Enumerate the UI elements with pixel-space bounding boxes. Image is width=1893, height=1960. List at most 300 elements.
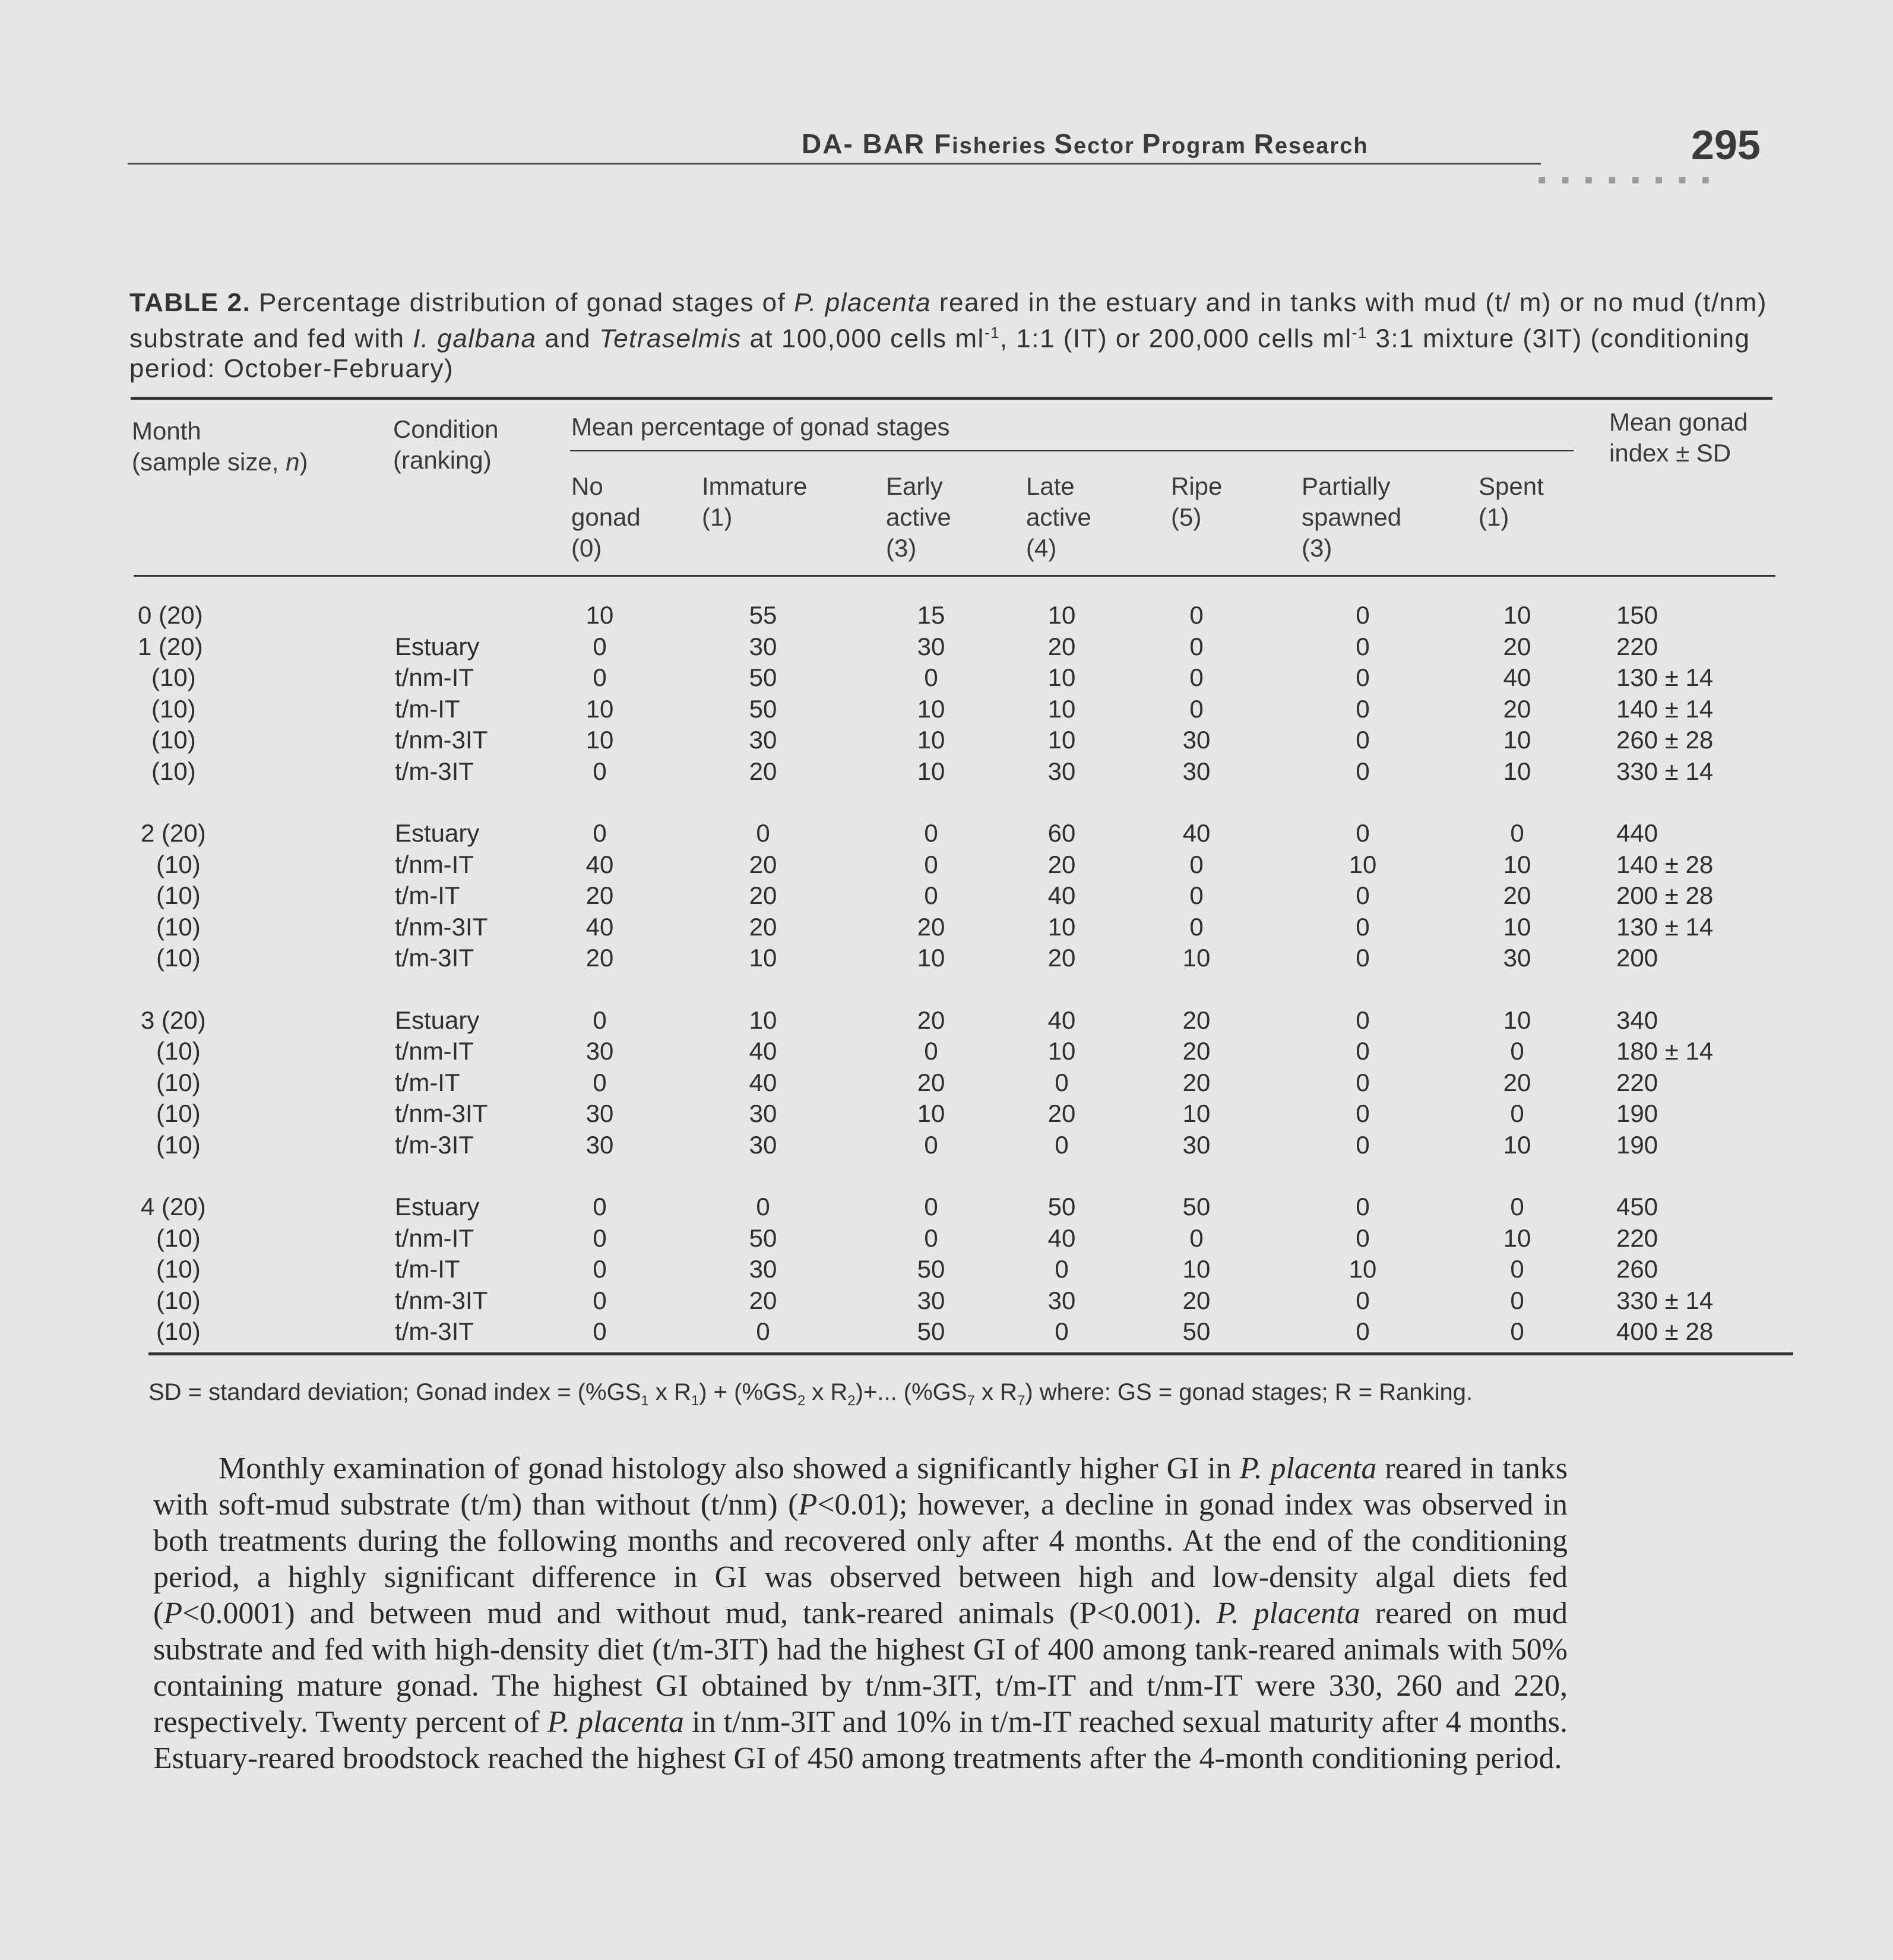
cell-stage-4: 0 — [1189, 912, 1204, 941]
cell-stage-4: 20 — [1182, 1006, 1211, 1034]
stage-header-line: active — [1026, 503, 1091, 531]
cell-stage-5: 10 — [1348, 1255, 1377, 1283]
cell-month: (10) — [156, 912, 201, 941]
cell-stage-1: 0 — [756, 1193, 770, 1221]
cell-stage-6: 20 — [1503, 1068, 1531, 1096]
caption-text: and — [536, 324, 599, 353]
cell-stage-2: 10 — [917, 694, 945, 723]
cell-gonad-index: 330 ± 14 — [1616, 1286, 1714, 1314]
cell-stage-1: 40 — [749, 1037, 777, 1065]
species-name: P. placenta — [1216, 1597, 1360, 1630]
stage-header-1 — [702, 471, 807, 564]
cell-stage-0: 0 — [593, 757, 607, 785]
page-number: 295 — [1691, 122, 1761, 168]
cell-month: (10) — [156, 1317, 201, 1345]
cell-month: (10) — [151, 694, 196, 723]
cell-stage-4: 10 — [1182, 944, 1211, 972]
cell-stage-1: 20 — [749, 757, 777, 785]
cell-stage-0: 30 — [585, 1037, 614, 1065]
cell-stage-4: 20 — [1182, 1068, 1211, 1096]
cell-stage-0: 0 — [593, 819, 607, 847]
header-month-line — [132, 447, 308, 478]
stage-header-line — [702, 533, 807, 564]
cell-stage-4: 0 — [1189, 881, 1204, 909]
stage-header-line: Early — [886, 472, 943, 500]
cell-stage-2: 0 — [924, 850, 938, 878]
cell-stage-3: 30 — [1047, 1286, 1076, 1314]
stage-header-5 — [1302, 471, 1401, 564]
stage-header-6 — [1479, 471, 1544, 564]
caption-text: , 1:1 (IT) or 200,000 cells ml — [999, 324, 1352, 353]
cell-stage-5: 0 — [1356, 1068, 1370, 1096]
header-month-line: Month — [132, 417, 201, 445]
cell-condition: t/nm-IT — [395, 1224, 474, 1252]
cell-gonad-index: 260 — [1616, 1255, 1658, 1283]
cell-condition: Estuary — [395, 1193, 480, 1221]
footnote-text: ) where: GS = gonad stages; R = Ranking. — [1025, 1379, 1473, 1405]
cell-month: (10) — [151, 726, 196, 754]
cell-stage-2: 10 — [917, 944, 945, 972]
cell-stage-5: 0 — [1356, 912, 1370, 941]
cell-stage-1: 10 — [749, 1006, 777, 1034]
cell-stage-6: 10 — [1503, 850, 1531, 878]
cell-gonad-index: 340 — [1616, 1006, 1658, 1034]
cell-month: (10) — [156, 850, 201, 878]
cell-stage-3: 0 — [1055, 1317, 1069, 1345]
stage-header-line: (0) — [571, 534, 602, 562]
cell-stage-0: 30 — [585, 1130, 614, 1159]
cell-stage-5: 0 — [1356, 1130, 1370, 1159]
subscript: 7 — [967, 1393, 975, 1409]
cell-stage-6: 10 — [1503, 757, 1531, 785]
cell-stage-1: 55 — [749, 601, 777, 629]
cell-stage-6: 10 — [1503, 1130, 1531, 1159]
cell-stage-2: 10 — [917, 1099, 945, 1127]
running-head-part: F — [933, 128, 952, 159]
cell-stage-3: 0 — [1055, 1255, 1069, 1283]
cell-month: (10) — [151, 663, 196, 691]
stage-header-line: Immature — [702, 472, 808, 500]
cell-gonad-index: 400 ± 28 — [1616, 1317, 1714, 1345]
header-month-text: ) — [299, 448, 308, 476]
superscript: -1 — [1351, 324, 1367, 342]
cell-stage-3: 50 — [1047, 1193, 1076, 1221]
stage-header-line — [1171, 533, 1222, 564]
cell-stage-2: 0 — [924, 881, 938, 909]
running-head — [802, 128, 1538, 160]
header-rule — [128, 163, 1541, 165]
subscript: 1 — [641, 1393, 649, 1409]
cell-month: (10) — [156, 1099, 201, 1127]
cell-condition: Estuary — [395, 819, 480, 847]
cell-month: (10) — [156, 1224, 201, 1252]
cell-stage-2: 50 — [917, 1317, 945, 1345]
cell-gonad-index: 140 ± 28 — [1616, 850, 1714, 878]
species-name: P. placenta — [547, 1705, 685, 1739]
cell-stage-0: 10 — [585, 694, 614, 723]
cell-stage-5: 0 — [1356, 757, 1370, 785]
running-head-part: esearch — [1274, 134, 1369, 159]
header-gi-line: index ± SD — [1609, 439, 1731, 467]
cell-stage-0: 0 — [593, 632, 607, 660]
header-decoration: ■ ■ ■ ■ ■ ■ ■ ■ — [1538, 172, 1716, 187]
cell-stage-2: 30 — [917, 1286, 945, 1314]
cell-stage-3: 10 — [1047, 912, 1076, 941]
stage-header-line: (5) — [1171, 503, 1202, 531]
cell-month: 1 (20) — [138, 632, 203, 660]
cell-condition: t/m-3IT — [395, 1317, 474, 1345]
cell-stage-2: 0 — [924, 819, 938, 847]
cell-stage-0: 20 — [585, 944, 614, 972]
species-name: P. placenta — [1239, 1452, 1377, 1485]
cell-stage-2: 50 — [917, 1255, 945, 1283]
cell-stage-1: 50 — [749, 663, 777, 691]
cell-stage-1: 50 — [749, 694, 777, 723]
cell-stage-0: 0 — [593, 1193, 607, 1221]
cell-stage-3: 10 — [1047, 726, 1076, 754]
cell-stage-3: 60 — [1047, 819, 1076, 847]
cell-gonad-index: 200 — [1616, 944, 1658, 972]
superscript: -1 — [984, 324, 1000, 342]
cell-stage-4: 0 — [1189, 850, 1204, 878]
stage-header-line — [1479, 533, 1544, 564]
cell-stage-4: 0 — [1189, 601, 1204, 629]
subscript: 2 — [797, 1393, 806, 1409]
paragraph — [153, 1450, 1568, 1776]
cell-stage-3: 10 — [1047, 663, 1076, 691]
cell-stage-6: 10 — [1503, 601, 1531, 629]
cell-condition: Estuary — [395, 632, 480, 660]
cell-stage-0: 0 — [593, 663, 607, 691]
footnote-text: x R — [648, 1379, 691, 1405]
cell-stage-1: 20 — [749, 850, 777, 878]
header-bottom-rule — [134, 575, 1775, 577]
cell-gonad-index: 140 ± 14 — [1616, 694, 1714, 723]
cell-stage-4: 30 — [1182, 726, 1211, 754]
cell-stage-5: 0 — [1356, 881, 1370, 909]
cell-stage-2: 20 — [917, 912, 945, 941]
cell-stage-4: 0 — [1189, 663, 1204, 691]
body-text: reared in tanks with soft-mud substrate (t/m) than without (t/nm) ( — [153, 1452, 1568, 1522]
cell-stage-4: 20 — [1182, 1037, 1211, 1065]
cell-stage-5: 0 — [1356, 1037, 1370, 1065]
cell-stage-5: 0 — [1356, 632, 1370, 660]
cell-condition: t/m-IT — [395, 881, 460, 909]
header-gi-line: Mean gonad — [1609, 408, 1748, 436]
subscript: 1 — [691, 1393, 699, 1409]
cell-stage-4: 30 — [1182, 1130, 1211, 1159]
cell-stage-2: 15 — [917, 601, 945, 629]
cell-gonad-index: 220 — [1616, 632, 1658, 660]
stage-header-line: (3) — [886, 534, 917, 562]
running-head-part: isheries — [952, 134, 1055, 159]
header-month — [132, 416, 308, 478]
cell-stage-5: 0 — [1356, 694, 1370, 723]
cell-stage-4: 30 — [1182, 757, 1211, 785]
cell-stage-5: 0 — [1356, 1193, 1370, 1221]
header-month-n: n — [286, 448, 300, 476]
cell-month: 3 (20) — [141, 1006, 206, 1034]
cell-gonad-index: 450 — [1616, 1193, 1658, 1221]
species-name: P. placenta — [794, 288, 932, 317]
cell-stage-3: 40 — [1047, 1224, 1076, 1252]
body-text: Monthly examination of gonad histology also showed a significantly higher GI in — [219, 1452, 1240, 1485]
footnote-text: ) + (%GS — [699, 1379, 797, 1405]
running-head-part: ector — [1074, 134, 1142, 159]
stage-header-line: Partially — [1302, 472, 1391, 500]
cell-stage-2: 10 — [917, 726, 945, 754]
cell-gonad-index: 130 ± 14 — [1616, 912, 1714, 941]
header-condition-line: Condition — [393, 415, 499, 443]
cell-month: (10) — [156, 1286, 201, 1314]
cell-stage-0: 40 — [585, 912, 614, 941]
cell-stage-6: 30 — [1503, 944, 1531, 972]
cell-gonad-index: 150 — [1616, 601, 1658, 629]
header-gonad-index — [1609, 407, 1748, 469]
cell-month: 4 (20) — [141, 1193, 206, 1221]
cell-stage-6: 40 — [1503, 663, 1531, 691]
cell-condition: t/nm-IT — [395, 850, 474, 878]
cell-condition: t/m-3IT — [395, 944, 474, 972]
cell-stage-4: 0 — [1189, 694, 1204, 723]
cell-stage-4: 0 — [1189, 1224, 1204, 1252]
cell-stage-3: 0 — [1055, 1068, 1069, 1096]
cell-month: 0 (20) — [138, 601, 203, 629]
stage-header-line: gonad — [571, 503, 641, 531]
cell-stage-4: 20 — [1182, 1286, 1211, 1314]
cell-condition: t/nm-IT — [395, 663, 474, 691]
cell-stage-3: 10 — [1047, 1037, 1076, 1065]
cell-stage-6: 20 — [1503, 881, 1531, 909]
body-text: <0.0001) and between mud and without mud, tank-reared animals (P<0.001). — [182, 1597, 1217, 1630]
footnote-text: )+... (%GS — [855, 1379, 967, 1405]
cell-stage-1: 50 — [749, 1224, 777, 1252]
cell-stage-6: 20 — [1503, 632, 1531, 660]
cell-stage-5: 0 — [1356, 601, 1370, 629]
header-month-text: (sample size, — [132, 448, 286, 476]
cell-stage-2: 0 — [924, 1224, 938, 1252]
p-value-symbol: P — [798, 1488, 818, 1522]
cell-stage-3: 10 — [1047, 694, 1076, 723]
cell-stage-2: 20 — [917, 1068, 945, 1096]
running-head-prefix: DA- BAR — [802, 128, 934, 159]
header-stage-group: Mean percentage of gonad stages — [571, 413, 950, 441]
cell-stage-3: 40 — [1047, 1006, 1076, 1034]
cell-condition: t/nm-3IT — [395, 726, 488, 754]
species-name: I. galbana — [413, 324, 537, 353]
cell-stage-2: 0 — [924, 1193, 938, 1221]
cell-stage-2: 20 — [917, 1006, 945, 1034]
cell-stage-3: 20 — [1047, 632, 1076, 660]
cell-stage-2: 10 — [917, 757, 945, 785]
table-caption — [129, 288, 1774, 384]
cell-month: (10) — [151, 757, 196, 785]
caption-text: reared in the estuary and in tanks with mud (t/ m) or no mud (t/nm) substrate and fed with — [129, 288, 1767, 353]
stage-header-line: active — [886, 503, 951, 531]
cell-stage-4: 0 — [1189, 632, 1204, 660]
stage-header-line: Late — [1026, 472, 1075, 500]
cell-gonad-index: 440 — [1616, 819, 1658, 847]
cell-stage-3: 20 — [1047, 944, 1076, 972]
stage-header-2 — [886, 471, 951, 564]
running-head-part: S — [1054, 128, 1074, 159]
body-paragraph — [153, 1450, 1568, 1776]
cell-stage-2: 30 — [917, 632, 945, 660]
cell-stage-6: 20 — [1503, 694, 1531, 723]
subscript: 2 — [847, 1393, 856, 1409]
stage-header-line: (3) — [1302, 534, 1332, 562]
cell-stage-0: 40 — [585, 850, 614, 878]
p-value-symbol: P — [163, 1597, 183, 1630]
caption-text: Percentage distribution of gonad stages of — [251, 288, 794, 317]
running-head-part: R — [1253, 128, 1275, 159]
cell-stage-1: 30 — [749, 1099, 777, 1127]
stage-header-0 — [571, 471, 641, 564]
cell-stage-3: 10 — [1047, 601, 1076, 629]
cell-stage-4: 50 — [1182, 1193, 1211, 1221]
cell-stage-1: 20 — [749, 912, 777, 941]
cell-stage-6: 0 — [1510, 1286, 1524, 1314]
table-bottom-rule — [148, 1352, 1793, 1355]
cell-stage-6: 10 — [1503, 1006, 1531, 1034]
cell-stage-4: 10 — [1182, 1099, 1211, 1127]
cell-stage-1: 0 — [756, 1317, 770, 1345]
stage-header-4 — [1171, 471, 1222, 564]
stage-header-line: (4) — [1026, 534, 1057, 562]
cell-stage-0: 0 — [593, 1317, 607, 1345]
table-label: TABLE 2. — [129, 288, 251, 317]
cell-stage-4: 50 — [1182, 1317, 1211, 1345]
stage-header-3 — [1026, 471, 1091, 564]
cell-stage-0: 0 — [593, 1006, 607, 1034]
cell-stage-0: 20 — [585, 881, 614, 909]
cell-stage-6: 10 — [1503, 912, 1531, 941]
cell-stage-2: 0 — [924, 1130, 938, 1159]
footnote-text: SD = standard deviation; Gonad index = (%GS — [148, 1379, 641, 1405]
cell-stage-4: 40 — [1182, 819, 1211, 847]
cell-condition: t/nm-IT — [395, 1037, 474, 1065]
cell-stage-3: 30 — [1047, 757, 1076, 785]
cell-month: (10) — [156, 1255, 201, 1283]
cell-stage-0: 10 — [585, 601, 614, 629]
cell-stage-1: 30 — [749, 1255, 777, 1283]
cell-month: (10) — [156, 944, 201, 972]
cell-stage-1: 0 — [756, 819, 770, 847]
cell-condition: t/nm-3IT — [395, 1286, 488, 1314]
cell-month: (10) — [156, 881, 201, 909]
cell-month: (10) — [156, 1130, 201, 1159]
cell-stage-1: 20 — [749, 881, 777, 909]
cell-stage-6: 0 — [1510, 819, 1524, 847]
cell-stage-5: 0 — [1356, 726, 1370, 754]
cell-stage-5: 0 — [1356, 663, 1370, 691]
cell-gonad-index: 220 — [1616, 1224, 1658, 1252]
cell-condition: t/m-3IT — [395, 1130, 474, 1159]
cell-stage-2: 0 — [924, 1037, 938, 1065]
cell-condition: t/m-3IT — [395, 757, 474, 785]
stage-header-line: (1) — [702, 503, 733, 531]
cell-stage-5: 0 — [1356, 944, 1370, 972]
stage-header-line: Spent — [1479, 472, 1544, 500]
cell-stage-6: 0 — [1510, 1037, 1524, 1065]
subscript: 7 — [1017, 1393, 1025, 1409]
cell-stage-1: 30 — [749, 632, 777, 660]
stage-header-line: No — [571, 472, 603, 500]
cell-stage-0: 0 — [593, 1068, 607, 1096]
cell-gonad-index: 330 ± 14 — [1616, 757, 1714, 785]
cell-condition: t/nm-3IT — [395, 1099, 488, 1127]
table-footnote — [148, 1379, 1787, 1409]
cell-stage-5: 0 — [1356, 1099, 1370, 1127]
cell-stage-5: 10 — [1348, 850, 1377, 878]
cell-gonad-index: 220 — [1616, 1068, 1658, 1096]
cell-stage-0: 0 — [593, 1255, 607, 1283]
cell-gonad-index: 190 — [1616, 1099, 1658, 1127]
header-condition-line: (ranking) — [393, 446, 492, 474]
cell-stage-6: 0 — [1510, 1317, 1524, 1345]
cell-gonad-index: 260 ± 28 — [1616, 726, 1714, 754]
cell-gonad-index: 180 ± 14 — [1616, 1037, 1714, 1065]
cell-stage-6: 0 — [1510, 1255, 1524, 1283]
cell-condition: t/m-IT — [395, 694, 460, 723]
cell-stage-3: 40 — [1047, 881, 1076, 909]
species-name: Tetraselmis — [599, 324, 742, 353]
cell-stage-5: 0 — [1356, 1286, 1370, 1314]
footnote-text: x R — [974, 1379, 1017, 1405]
cell-stage-3: 0 — [1055, 1130, 1069, 1159]
group-header-rule — [570, 450, 1574, 451]
cell-stage-4: 10 — [1182, 1255, 1211, 1283]
cell-stage-3: 20 — [1047, 850, 1076, 878]
cell-stage-3: 20 — [1047, 1099, 1076, 1127]
cell-month: (10) — [156, 1068, 201, 1096]
running-head-part: rogram — [1161, 134, 1254, 159]
cell-stage-1: 20 — [749, 1286, 777, 1314]
table-top-rule — [131, 397, 1772, 400]
cell-gonad-index: 190 — [1616, 1130, 1658, 1159]
running-head-part: P — [1142, 128, 1162, 159]
cell-stage-5: 0 — [1356, 819, 1370, 847]
cell-stage-0: 10 — [585, 726, 614, 754]
cell-stage-0: 0 — [593, 1224, 607, 1252]
cell-gonad-index: 200 ± 28 — [1616, 881, 1714, 909]
cell-condition: t/m-IT — [395, 1068, 460, 1096]
cell-month: 2 (20) — [141, 819, 206, 847]
caption-text: 3:1 mixture (3IT) (conditioning period: October-February) — [129, 324, 1750, 383]
cell-stage-1: 30 — [749, 1130, 777, 1159]
cell-stage-6: 0 — [1510, 1099, 1524, 1127]
cell-stage-0: 0 — [593, 1286, 607, 1314]
cell-stage-1: 10 — [749, 944, 777, 972]
cell-stage-6: 10 — [1503, 726, 1531, 754]
cell-stage-1: 40 — [749, 1068, 777, 1096]
cell-stage-6: 10 — [1503, 1224, 1531, 1252]
cell-condition: t/m-IT — [395, 1255, 460, 1283]
cell-stage-6: 0 — [1510, 1193, 1524, 1221]
cell-gonad-index: 130 ± 14 — [1616, 663, 1714, 691]
header-condition — [393, 414, 498, 476]
caption-text: at 100,000 cells ml — [741, 324, 985, 353]
cell-stage-0: 30 — [585, 1099, 614, 1127]
cell-stage-5: 0 — [1356, 1317, 1370, 1345]
stage-header-line: (1) — [1479, 503, 1509, 531]
stage-header-line: Ripe — [1171, 472, 1223, 500]
body-text: in t/nm-3IT and 10% in t/m-IT reached sexual maturity after 4 months. Estuary-reared broodstock reached the highest GI of 450 among treatments after the 4-month conditioning period. — [153, 1705, 1568, 1775]
cell-month: (10) — [156, 1037, 201, 1065]
footnote-text: x R — [805, 1379, 848, 1405]
cell-condition: Estuary — [395, 1006, 480, 1034]
stage-header-line: spawned — [1302, 503, 1402, 531]
